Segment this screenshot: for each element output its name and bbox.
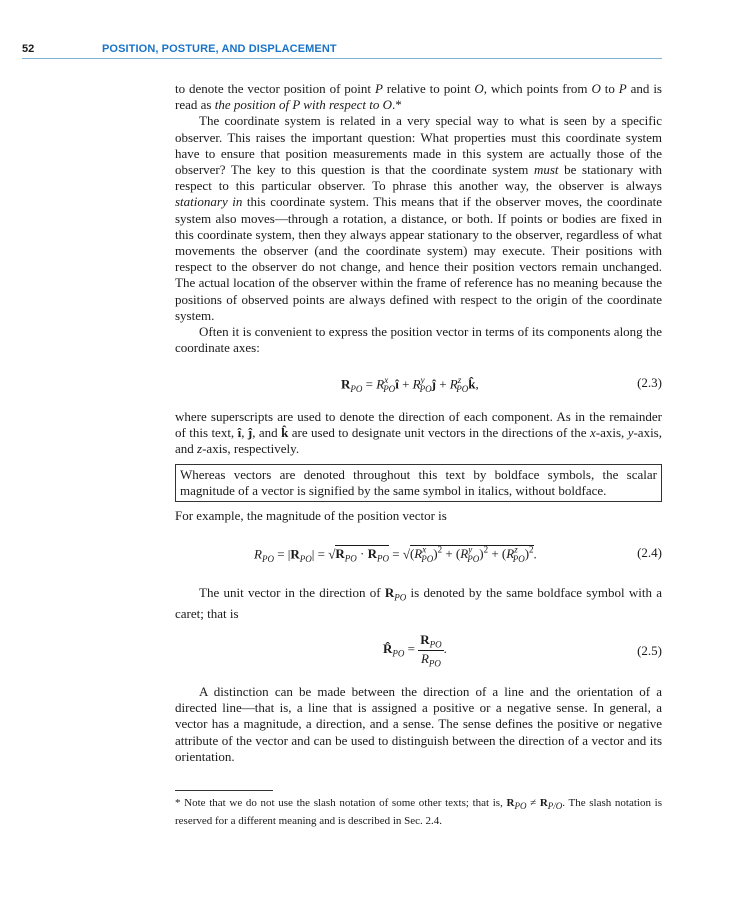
equation-number: (2.4) — [637, 545, 662, 560]
paragraph-1: to denote the vector position of point P relative to point O, which points from O to P and is read as the position of P with respect to O.* — [175, 81, 662, 113]
running-title: POSITION, POSTURE, AND DISPLACEMENT — [102, 43, 337, 55]
fraction: $\frac{R_{PO}}{R_{PO}}$ — [420, 632, 442, 669]
paragraph-6: The unit vector in the direction of $R_{PO}$ is denoted by the same boldface symbol with a caret; that is — [175, 585, 662, 621]
equation-number: (2.3) — [637, 375, 662, 390]
paragraph-5: For example, the magnitude of the position vector is — [175, 508, 447, 523]
page-number: 52 — [22, 43, 35, 55]
definition-box: Whereas vectors are denoted throughout this text by boldface symbols, the scalar magnitude of a vector is signified by the same symbol in italics, without boldface. — [175, 464, 662, 502]
body-text-bottom — [175, 684, 662, 765]
body-text-mid — [175, 409, 662, 458]
body-text-example — [175, 508, 662, 524]
equation-number: (2.5) — [637, 643, 662, 658]
paragraph-7: A distinction can be made between the direction of a line and the orientation of a directed line—that is, a line that is assigned a positive or a negative sense. In general, a vector has a magnitude, a direction, and a sense. The sense defines the positive or negative attribute of the vector and can be used to distinguish between the direction of a vector and its orientation. — [175, 684, 662, 764]
equation-2-4: $R_{PO} = |R_{PO}| = √R_{PO} \cdot R_{PO} = √(R^x_{PO})^2 + (R^y_{PO})^2 + (R^z_{PO})^2$. (2.4) — [254, 545, 662, 564]
paragraph-3: Often it is convenient to express the position vector in terms of its components along the coordinate axes: — [175, 324, 662, 356]
paragraph-4: where superscripts are used to denote the direction of each component. As in the remainder of this text, î, ĵ, and k̂ are used to designate unit vectors in the directions of the x-axis, y-axis, and z-axis, respectively. — [175, 409, 662, 457]
equation-2-5: $R̂_{PO}$ = $\frac{R_{PO}}{R_{PO}}$ . (2.5) — [383, 632, 662, 669]
paragraph-2: The coordinate system is related in a very special way to what is seen by a specific observer. This raises the important question: What properties must this coordinate system have to ensure that position measurements made in this system are actually those of the observer? The key to this question is that the coordinate system must be stationary with respect to this particular observer. To phrase this another way, the observer is always stationary in this coordinate system. This means that if the observer moves, the coordinate system also moves—through a rotation, a distance, or both. If points or bodies are fixed in this coordinate system, then they always appear stationary to the observer, regardless of what movements the observer (and the coordinate system) may execute. Their positions with respect to the observer do not change, and hence their position vectors remain unchanged. The actual location of the observer within the frame of reference has no meaning because the positions of observed points are always defined with respect to the origin of the coordinate system. — [175, 113, 662, 323]
body-text-unit-vector — [175, 585, 662, 622]
equation-2-3: $R_{PO}$ = $R^x_{PO}î$ + $R^y_{PO}ĵ$ + $R^z_{PO}k̂$, (2.3) — [341, 375, 662, 394]
running-header — [22, 40, 662, 59]
body-text-top — [175, 81, 662, 356]
footnote: * Note that we do not use the slash notation of some other texts; that is, $R_{PO} \ne R_{P/O}$. The slash notation is reserved for a different meaning and is described in Sec. 2.4. — [175, 797, 662, 828]
footnote-rule — [175, 790, 273, 791]
